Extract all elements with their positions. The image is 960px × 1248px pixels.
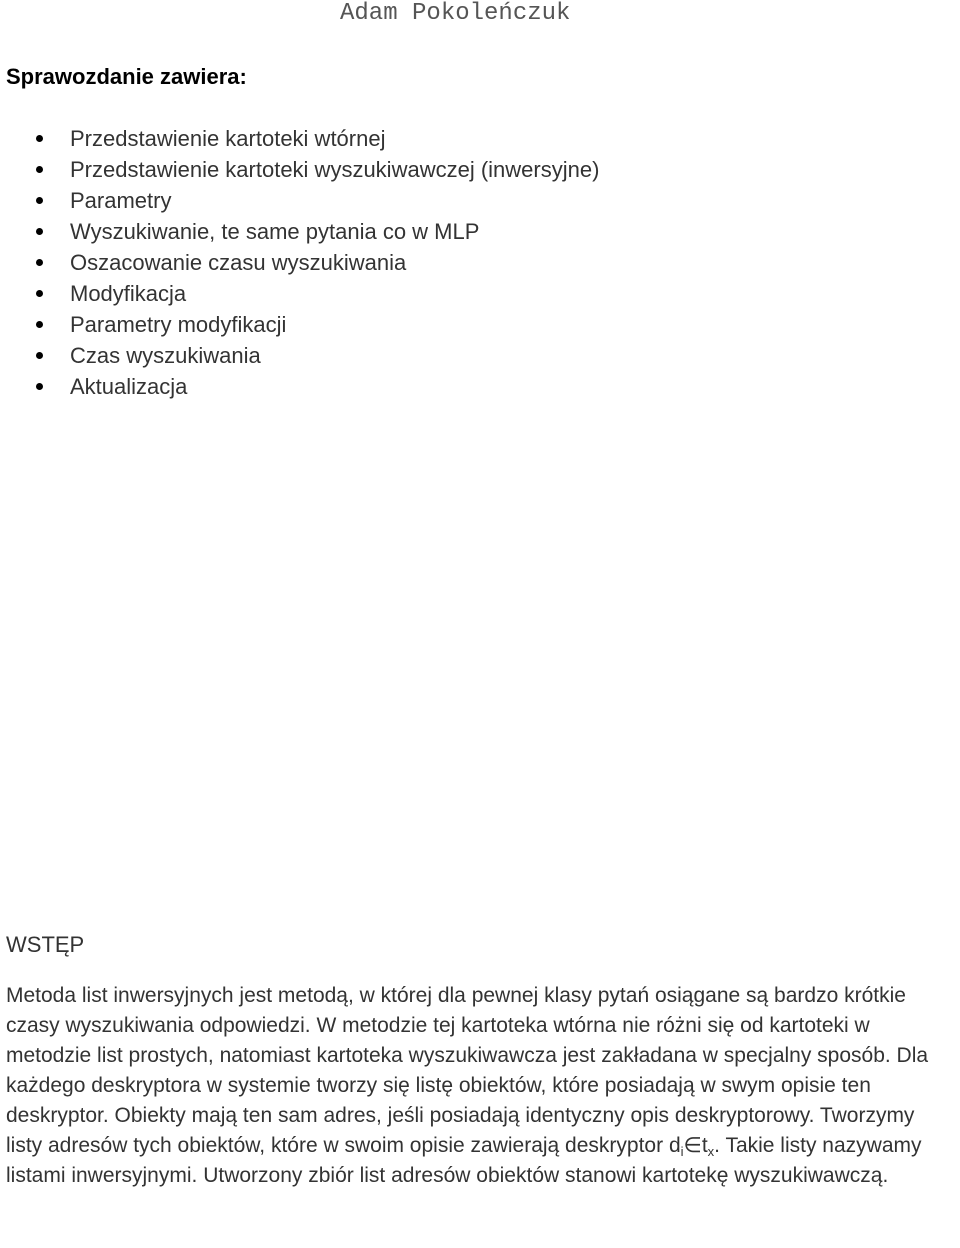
list-item [0, 216, 599, 247]
formula-d-subscript: i [680, 1144, 684, 1159]
list-item [0, 185, 599, 216]
section-heading: WSTĘP [6, 932, 85, 957]
bullet-icon [36, 197, 43, 204]
list-item-label: Aktualizacja [70, 374, 188, 399]
intro-paragraph [6, 981, 956, 1191]
list-item [0, 123, 599, 154]
element-of-symbol: ∈ [683, 1134, 702, 1157]
contents-list [0, 123, 599, 402]
contents-title: Sprawozdanie zawiera: [6, 64, 247, 89]
bullet-icon [36, 352, 43, 359]
list-item [0, 309, 599, 340]
formula-t: t [701, 1134, 708, 1157]
bullet-icon [36, 135, 43, 142]
list-item-label: Wyszukiwanie, te same pytania co w MLP [70, 219, 480, 244]
list-item-label: Parametry [70, 188, 172, 213]
list-item [0, 278, 599, 309]
list-item-label: Czas wyszukiwania [70, 343, 261, 368]
paragraph-text-end: . Takie listy nazywamy listami inwersyjnymi. Utworzony zbiór list adresów obiektów stanowi kartotekę wyszukiwawczą. [6, 1134, 922, 1187]
formula-d: d [668, 1134, 681, 1157]
formula [669, 1134, 714, 1157]
bullet-icon [36, 228, 43, 235]
bullet-icon [36, 383, 43, 390]
author-name: Adam Pokoleńczuk [340, 0, 571, 27]
paragraph-text: Metoda list inwersyjnych jest metodą, w której dla pewnej klasy pytań osiągane są bardzo krótkie czasy wyszukiwania odpowiedzi. W metodzie tej kartoteka wtórna nie różni się od kartoteki w metodzie list prostych, natomiast kartoteka wyszukiwawcza jest zakładana w specjalny sposób. Dla każdego deskryptora w systemie tworzy się listę obiektów, które posiadają w swym opisie ten deskryptor. Obiekty mają ten sam adres, jeśli posiadają identyczny opis deskryptorowy. Tworzymy listy adresów tych obiektów, które w swoim opisie zawierają deskryptor [6, 984, 929, 1157]
list-item [0, 340, 599, 371]
list-item-label: Przedstawienie kartoteki wyszukiwawczej (inwersyjne) [70, 157, 600, 182]
bullet-icon [36, 166, 43, 173]
list-item [0, 247, 599, 278]
bullet-icon [36, 259, 43, 266]
formula-t-subscript: x [707, 1144, 715, 1159]
bullet-icon [36, 290, 43, 297]
list-item [0, 371, 599, 402]
bullet-icon [36, 321, 43, 328]
list-item-label: Przedstawienie kartoteki wtórnej [70, 126, 386, 151]
list-item-label: Modyfikacja [70, 281, 187, 306]
list-item-label: Parametry modyfikacji [70, 312, 287, 337]
list-item-label: Oszacowanie czasu wyszukiwania [70, 250, 407, 275]
list-item [0, 154, 599, 185]
